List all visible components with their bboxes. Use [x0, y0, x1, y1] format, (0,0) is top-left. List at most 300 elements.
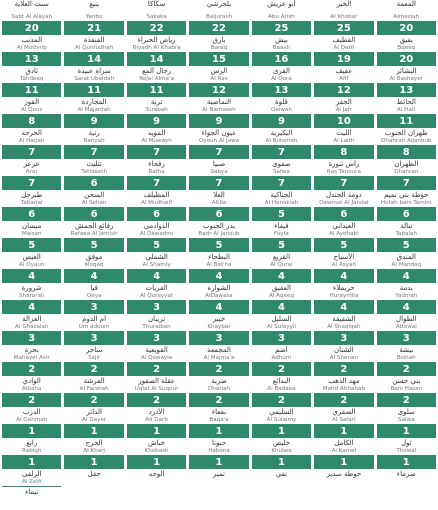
city-arabic-name: الشملي: [145, 253, 168, 261]
city-cell: [2, 448, 61, 479]
city-cell: [127, 45, 186, 76]
city-latin-name: Al Farshah: [64, 386, 123, 394]
count-band: 8: [377, 146, 436, 159]
city-cell: [189, 14, 248, 45]
city-arabic-name: قيا: [90, 284, 98, 292]
city-latin-name: Al Sehan: [64, 200, 123, 208]
city-arabic-name: الدرب: [22, 408, 41, 416]
city-arabic-name: القطيف: [332, 36, 356, 44]
count-band: 3: [377, 332, 436, 345]
city-arabic-name: حبونا: [211, 439, 227, 447]
city-latin-name: Albaha: [2, 386, 61, 394]
count-band: 9: [64, 115, 123, 128]
city-arabic-name: القوز: [24, 98, 40, 106]
city-cell: [64, 386, 123, 417]
count-band: 3: [189, 332, 248, 345]
count-band: 1: [377, 456, 436, 469]
city-arabic-name: بيش: [274, 36, 288, 44]
city-cell: [252, 0, 311, 14]
count-band: 3: [64, 332, 123, 345]
city-cell: [377, 45, 436, 76]
city-arabic-name: بقيق: [399, 36, 414, 44]
city-arabic-name: النماصية: [206, 98, 232, 106]
city-latin-name: Al Bukeriah: [252, 138, 311, 146]
city-latin-name: Al Safari: [314, 417, 373, 425]
city-latin-name: Al Dayer: [64, 417, 123, 425]
city-cell: [64, 138, 123, 169]
city-latin-name: Attowal: [377, 324, 436, 332]
city-arabic-name: حوطة بني تميم: [384, 191, 429, 199]
city-cell: [2, 14, 61, 45]
city-cell: [127, 293, 186, 324]
city-latin-name: Al Qahmah: [2, 417, 61, 425]
city-cell: [127, 200, 186, 231]
city-arabic-name: الأسياح: [333, 253, 355, 261]
city-arabic-name: المجاردة: [81, 98, 107, 106]
count-band: 2: [127, 363, 186, 376]
city-arabic-name: تيماء: [24, 488, 39, 496]
count-band: 25: [314, 22, 373, 35]
city-arabic-name: البطحاء: [208, 253, 230, 261]
city-latin-name: Al Namaseh: [189, 107, 248, 115]
city-column: [189, 0, 248, 510]
city-arabic-name: ساجر: [86, 346, 103, 354]
count-band: 7: [64, 146, 123, 159]
city-column: [377, 0, 436, 510]
count-band: 9: [127, 115, 186, 128]
city-arabic-name: بدر الجنوب: [202, 222, 236, 230]
city-latin-name: Huraymila: [314, 293, 373, 301]
city-arabic-name: العلا: [213, 191, 225, 199]
city-latin-name: Ranyah: [64, 138, 123, 146]
city-latin-name: Qelwah: [252, 107, 311, 115]
count-band: 1: [377, 425, 436, 438]
city-arabic-name: ثول: [400, 439, 412, 447]
city-arabic-name: بني حسن: [392, 377, 421, 385]
city-cell: [2, 324, 61, 355]
city-cell: [2, 479, 61, 510]
city-arabic-name: البدائع: [272, 377, 291, 385]
city-cell: [64, 231, 123, 262]
city-cell: [189, 169, 248, 200]
city-arabic-name: تمير: [213, 470, 225, 478]
city-cell: [377, 169, 436, 200]
city-arabic-name: خباش: [148, 439, 166, 447]
city-latin-name: Yanbu: [64, 14, 123, 22]
city-latin-name: Bani Hasan: [377, 386, 436, 394]
city-latin-name: Sabya: [189, 169, 248, 177]
count-band: 7: [2, 146, 61, 159]
city-cell: [377, 200, 436, 231]
city-arabic-name: ثادق: [25, 67, 39, 75]
city-arabic-name: المعمة: [396, 0, 416, 8]
city-latin-name: Sajir: [64, 355, 123, 363]
city-cell: [64, 0, 123, 14]
city-latin-name: Al Qurai: [252, 262, 311, 270]
city-latin-name: Khaybar: [189, 324, 248, 332]
city-cell: [189, 324, 248, 355]
count-band: 1: [189, 456, 248, 469]
count-band: 1: [2, 425, 61, 438]
count-band: 16: [252, 53, 311, 66]
city-cell: [189, 231, 248, 262]
city-cell: [127, 448, 186, 479]
city-latin-name: Al Kharj: [64, 448, 123, 456]
city-latin-name: Al Laith: [314, 138, 373, 146]
city-cell: [2, 417, 61, 448]
count-band: 5: [189, 239, 248, 252]
city-cell: [2, 386, 61, 417]
city-latin-name: Sabt Al Alayah: [2, 14, 61, 22]
city-cell: [314, 448, 373, 479]
city-latin-name: Baljurash: [189, 14, 248, 22]
city-latin-name: Al Hait: [377, 107, 436, 115]
city-cell: [127, 0, 186, 14]
city-latin-name: Al Mudhailf: [127, 200, 186, 208]
city-arabic-name: الحرجة: [21, 129, 42, 137]
city-arabic-name: أم الدوم: [82, 315, 107, 323]
city-cell: [252, 262, 311, 293]
count-band: 9: [189, 115, 248, 128]
city-arabic-name: حريملاء: [333, 284, 355, 292]
city-arabic-name: طبرجل: [21, 191, 43, 199]
city-cell: [189, 355, 248, 386]
city-cell: [189, 417, 248, 448]
city-cell: [377, 417, 436, 448]
city-cell: [314, 0, 373, 14]
city-latin-name: Khobash: [127, 448, 186, 456]
city-cell: [252, 138, 311, 169]
count-band: 1: [64, 425, 123, 438]
city-arabic-name: رفحاء: [148, 160, 165, 168]
city-cell: [2, 76, 61, 107]
count-band: 3: [314, 332, 373, 345]
city-cell: [377, 448, 436, 479]
count-band: 7: [252, 146, 311, 159]
city-latin-name: AlUla: [189, 200, 248, 208]
count-band: 1: [127, 456, 186, 469]
city-latin-name: Al Qora: [252, 76, 311, 84]
city-cell: [64, 324, 123, 355]
count-band: 2: [252, 394, 311, 407]
count-band: 21: [64, 22, 123, 35]
count-band: 3: [2, 332, 61, 345]
city-latin-name: Sharorah: [2, 293, 61, 301]
count-band: 2: [252, 363, 311, 376]
city-cell: [377, 0, 436, 14]
city-cell: [189, 293, 248, 324]
city-arabic-name: خليص: [272, 439, 291, 447]
city-latin-name: Al Zelfi: [2, 479, 61, 487]
city-latin-name: Al Hanakiah: [252, 200, 311, 208]
city-latin-name: Al Oyaun: [2, 262, 61, 270]
city-arabic-name: الخبر: [336, 0, 352, 8]
city-cell: [252, 324, 311, 355]
city-arabic-name: العيص: [22, 253, 41, 261]
city-latin-name: Mahayel Asir: [2, 355, 61, 363]
city-cell: [252, 386, 311, 417]
city-cell: [252, 448, 311, 479]
city-arabic-name: المويه: [147, 129, 166, 137]
count-band: 15: [189, 53, 248, 66]
city-cell: [377, 76, 436, 107]
city-arabic-name: الفرشة: [83, 377, 105, 385]
city-arabic-name: الخرج: [85, 439, 103, 447]
count-band: 3: [127, 301, 186, 314]
count-band: 7: [127, 177, 186, 190]
city-arabic-name: البشائر: [396, 67, 417, 75]
city-latin-name: Rejal Alma'a: [127, 76, 186, 84]
city-cell: [127, 14, 186, 45]
count-band: 2: [377, 363, 436, 376]
city-column: [314, 0, 373, 510]
city-latin-name: Al Qouz: [2, 107, 61, 115]
count-band: 2: [64, 394, 123, 407]
count-band: 4: [314, 270, 373, 283]
city-cell: [189, 200, 248, 231]
count-band: 7: [314, 177, 373, 190]
city-cell: [314, 138, 373, 169]
count-band: 6: [377, 208, 436, 221]
count-band: 14: [127, 53, 186, 66]
city-latin-name: Almeziah: [377, 14, 436, 22]
city-latin-name: Ras Tanoura: [314, 169, 373, 177]
city-cell: [314, 417, 373, 448]
count-band: 6: [314, 208, 373, 221]
count-band: 5: [377, 239, 436, 252]
city-cell: [252, 200, 311, 231]
count-band: 2: [189, 363, 248, 376]
count-band: 7: [189, 146, 248, 159]
city-cell: [2, 293, 61, 324]
city-arabic-name: ينبع: [89, 0, 100, 8]
count-band: 7: [252, 177, 311, 190]
city-latin-name: Al Qowayia: [127, 355, 186, 363]
city-latin-name: Bareq: [189, 45, 248, 53]
count-band: 5: [127, 239, 186, 252]
city-latin-name: Al Shamly: [127, 262, 186, 270]
city-arabic-name: رابغ: [26, 439, 38, 447]
count-band: 2: [2, 363, 61, 376]
city-cell: [127, 355, 186, 386]
city-cell: [377, 107, 436, 138]
city-arabic-name: الشنان: [334, 346, 354, 354]
count-band: 11: [2, 84, 61, 97]
city-arabic-name: القريع: [272, 253, 291, 261]
city-arabic-name: عفيف: [335, 67, 353, 75]
city-latin-name: Al Asyah: [314, 262, 373, 270]
count-band: 4: [252, 270, 311, 283]
count-band: 1: [64, 456, 123, 469]
city-latin-name: Al Jafr: [314, 107, 373, 115]
count-band: 4: [377, 301, 436, 314]
count-band: 6: [64, 177, 123, 190]
city-arabic-name: عيون الجواء: [201, 129, 237, 137]
city-cell: [252, 107, 311, 138]
city-latin-name: Al Shaqiqah: [314, 324, 373, 332]
count-band: 5: [314, 239, 373, 252]
city-cell: [127, 417, 186, 448]
city-latin-name: Khulais: [252, 448, 311, 456]
city-latin-name: Sarat Ubaidah: [64, 76, 123, 84]
city-arabic-name: تثليث: [86, 160, 102, 168]
city-column: [64, 0, 123, 510]
city-cell: [377, 386, 436, 417]
city-latin-name: Al Qunfudhah: [64, 45, 123, 53]
count-band: 22: [127, 22, 186, 35]
count-band: 1: [2, 456, 61, 469]
city-latin-name: Al Badaea: [252, 386, 311, 394]
city-arabic-name: صبيا: [212, 160, 226, 168]
city-arabic-name: عقلة الصقور: [138, 377, 175, 385]
city-latin-name: Tahdeeq: [2, 76, 61, 84]
city-latin-name: Al Ras: [189, 76, 248, 84]
city-cell: [189, 0, 248, 14]
city-arabic-name: نفي: [275, 470, 288, 478]
city-latin-name: Abu Arish: [252, 14, 311, 22]
city-cell: [314, 386, 373, 417]
city-cell: [377, 293, 436, 324]
city-latin-name: Dhahran Aljanoub: [377, 138, 436, 146]
city-arabic-name: الدائر: [86, 408, 102, 416]
city-arabic-name: فيفاء: [274, 222, 289, 230]
count-band: 8: [2, 115, 61, 128]
city-cell: [189, 76, 248, 107]
city-arabic-name: الجفر: [335, 98, 352, 106]
city-arabic-name: رأس تنورة: [328, 160, 360, 168]
count-band: 19: [314, 53, 373, 66]
city-latin-name: Tabarjal: [2, 200, 61, 208]
city-arabic-name: الحائط: [396, 98, 416, 106]
count-band: 4: [2, 270, 61, 283]
count-band: 6: [64, 208, 123, 221]
city-latin-name: Al Mandaq: [377, 262, 436, 270]
city-latin-name: Riyadh Al Khabra: [127, 45, 186, 53]
count-band: 5: [252, 239, 311, 252]
city-arabic-name: صفوى: [272, 160, 291, 168]
city-arabic-name: الدوادمي: [143, 222, 170, 230]
city-latin-name: Rabigh: [2, 448, 61, 456]
city-cell: [189, 262, 248, 293]
city-latin-name: Al Aydhabi: [314, 231, 373, 239]
city-latin-name: Habona: [189, 448, 248, 456]
city-cell: [127, 386, 186, 417]
city-latin-name: Maisan: [2, 231, 61, 239]
city-arabic-name: مهد الذهب: [328, 377, 360, 385]
city-latin-name: Beash: [252, 45, 311, 53]
city-cell: [314, 293, 373, 324]
city-cell: [127, 107, 186, 138]
city-cell: [2, 262, 61, 293]
count-band: 20: [377, 22, 436, 35]
city-arabic-name: ميسان: [22, 222, 42, 230]
count-band: 8: [314, 146, 373, 159]
city-arabic-name: الليث: [336, 129, 352, 137]
city-latin-name: Um adoum: [64, 324, 123, 332]
city-latin-name: Al Aqeeq: [252, 293, 311, 301]
city-arabic-name: السليل: [271, 315, 292, 323]
city-cell: [314, 355, 373, 386]
count-band: 1: [314, 456, 373, 469]
city-latin-name: Bishah: [377, 355, 436, 363]
city-latin-name: Arar: [2, 169, 61, 177]
city-cell: [189, 138, 248, 169]
city-arabic-name: المندق: [396, 253, 416, 261]
city-arabic-name: سكاكا: [147, 0, 166, 8]
city-cell: [2, 355, 61, 386]
city-cell: [377, 262, 436, 293]
city-cell: [189, 107, 248, 138]
city-latin-name: Turabah: [127, 107, 186, 115]
count-band: 1: [189, 425, 248, 438]
city-latin-name: Yadmah: [377, 293, 436, 301]
count-band: 4: [314, 301, 373, 314]
city-column: [252, 0, 311, 510]
city-latin-name: Thowal: [377, 448, 436, 456]
city-arabic-name: الغزالة: [22, 315, 42, 323]
count-band: 2: [189, 394, 248, 407]
count-band: 5: [2, 239, 61, 252]
count-band: 12: [314, 84, 373, 97]
count-band: 20: [2, 22, 61, 35]
city-cell: [252, 45, 311, 76]
count-band: 5: [64, 239, 123, 252]
city-latin-name: Rafha: [127, 169, 186, 177]
city-latin-name: Rafaea Al Jemish: [64, 231, 123, 239]
city-latin-name: Oyoun Al Jawa: [189, 138, 248, 146]
city-arabic-name: رياض الخبراء: [137, 36, 176, 44]
city-cell: [252, 76, 311, 107]
city-cell: [64, 45, 123, 76]
city-cell: [64, 107, 123, 138]
count-band: 9: [252, 115, 311, 128]
city-arabic-name: تربة: [150, 98, 163, 106]
city-cell: [252, 417, 311, 448]
count-band: 4: [189, 270, 248, 283]
city-cell: [64, 417, 123, 448]
city-latin-name: Tathleeth: [64, 169, 123, 177]
city-latin-name: Fayfa: [252, 231, 311, 239]
count-band: 13: [377, 84, 436, 97]
city-cell: [2, 0, 61, 14]
city-arabic-name: ضرية: [211, 377, 227, 385]
city-arabic-name: أضم: [275, 346, 288, 354]
count-band: 1: [252, 425, 311, 438]
count-band: 10: [314, 115, 373, 128]
city-latin-name: Al Dawadmi: [127, 231, 186, 239]
city-cell: [377, 324, 436, 355]
city-cell: [314, 262, 373, 293]
count-band: 4: [252, 301, 311, 314]
city-cell: [189, 45, 248, 76]
city-cell: [2, 45, 61, 76]
city-arabic-name: بقعاء: [211, 408, 227, 416]
count-band: 4: [377, 270, 436, 283]
count-band: 7: [377, 177, 436, 190]
city-latin-name: Al Sulaimy: [252, 417, 311, 425]
city-arabic-name: المجمعة: [207, 346, 231, 354]
city-latin-name: Al Sulayyil: [252, 324, 311, 332]
count-band: 2: [314, 394, 373, 407]
count-band: 3: [252, 332, 311, 345]
city-cell: [314, 107, 373, 138]
city-latin-name: Al Majardah: [64, 107, 123, 115]
city-cell: [127, 324, 186, 355]
city-latin-name: AlDawasa: [189, 293, 248, 301]
city-arabic-name: سلوى: [397, 408, 415, 416]
city-arabic-name: بيشة: [399, 346, 414, 354]
city-latin-name: Al Bat'ha: [189, 262, 248, 270]
